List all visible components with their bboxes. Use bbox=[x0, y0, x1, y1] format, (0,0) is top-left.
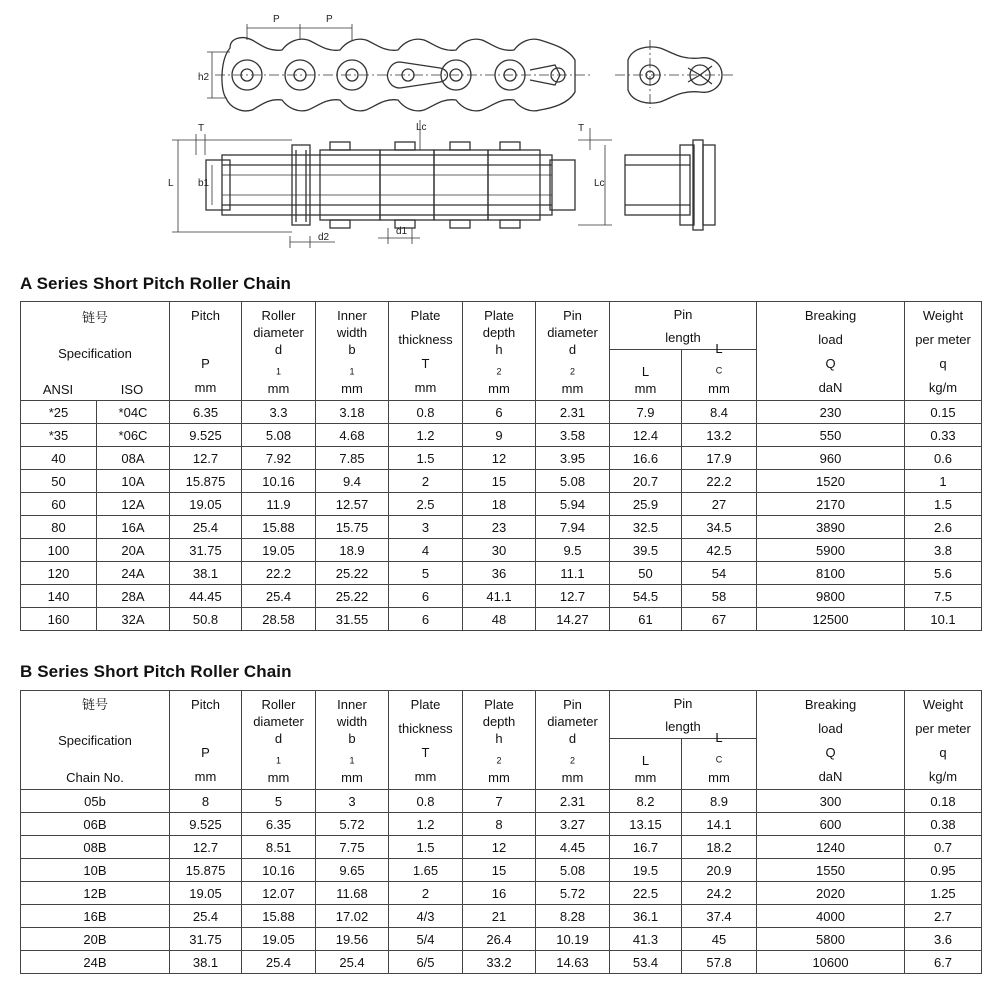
table-cell: 16.6 bbox=[610, 447, 682, 470]
b1-label: b1 bbox=[198, 178, 210, 189]
table-cell: 10600 bbox=[757, 951, 905, 974]
table-cell: 06B bbox=[21, 813, 170, 836]
table-cell: 2.31 bbox=[536, 790, 610, 813]
table-cell: 12.7 bbox=[536, 585, 610, 608]
spec-chinese-label: 链号 bbox=[81, 309, 108, 325]
table-row bbox=[21, 424, 982, 447]
table-cell: 2.7 bbox=[905, 905, 982, 928]
table-cell: 4.45 bbox=[536, 836, 610, 859]
table-cell: 5.6 bbox=[905, 562, 982, 585]
table-cell: 22.2 bbox=[242, 562, 316, 585]
table-cell: 2.6 bbox=[905, 516, 982, 539]
table-cell: 1 bbox=[905, 470, 982, 493]
table-cell: 12 bbox=[463, 447, 536, 470]
table-cell: 7.5 bbox=[905, 585, 982, 608]
table-cell: 7.9 bbox=[610, 401, 682, 424]
table-cell: 28.58 bbox=[242, 608, 316, 631]
table-cell: 11.9 bbox=[242, 493, 316, 516]
table-cell: 1.2 bbox=[389, 813, 463, 836]
table-cell: 4 bbox=[389, 539, 463, 562]
table-cell: 5.08 bbox=[536, 859, 610, 882]
table-cell: 16B bbox=[21, 905, 170, 928]
table-cell: 24.2 bbox=[682, 882, 757, 905]
table-cell: 10B bbox=[21, 859, 170, 882]
table-cell: 3.3 bbox=[242, 401, 316, 424]
table-cell: 160 bbox=[21, 608, 97, 631]
b-series-table bbox=[20, 690, 982, 974]
table-cell: 20.7 bbox=[610, 470, 682, 493]
table-cell: 10.16 bbox=[242, 470, 316, 493]
table-cell: 15.88 bbox=[242, 905, 316, 928]
table-cell: 25.22 bbox=[316, 562, 389, 585]
breaking-load-header: Breaking load Q daN bbox=[757, 302, 905, 401]
table-cell: 7 bbox=[463, 790, 536, 813]
table-cell: 16 bbox=[463, 882, 536, 905]
table-cell: 1.5 bbox=[389, 447, 463, 470]
plate-thickness-header-b: Plate thickness T mm bbox=[389, 691, 463, 790]
table-cell: 16A bbox=[97, 516, 170, 539]
table-cell: 12.07 bbox=[242, 882, 316, 905]
table-cell: 5 bbox=[389, 562, 463, 585]
table-cell: 16.7 bbox=[610, 836, 682, 859]
table-cell: 22.2 bbox=[682, 470, 757, 493]
table-cell: 12.7 bbox=[170, 447, 242, 470]
table-row bbox=[21, 470, 982, 493]
table-cell: 27 bbox=[682, 493, 757, 516]
pin-diameter-header-b: Pin diameter d $_2$ mm bbox=[536, 691, 610, 790]
table-cell: 8.2 bbox=[610, 790, 682, 813]
table-cell: 30 bbox=[463, 539, 536, 562]
table-cell: 8 bbox=[170, 790, 242, 813]
table-cell: 24B bbox=[21, 951, 170, 974]
spec-header bbox=[21, 302, 170, 401]
table-cell: *25 bbox=[21, 401, 97, 424]
pitch-header-b: Pitch P mm bbox=[170, 691, 242, 790]
table-cell: 14.63 bbox=[536, 951, 610, 974]
table-cell: 41.3 bbox=[610, 928, 682, 951]
table-cell: 05b bbox=[21, 790, 170, 813]
table-cell: 3.95 bbox=[536, 447, 610, 470]
table-cell: 25.4 bbox=[170, 516, 242, 539]
table-cell: 50 bbox=[610, 562, 682, 585]
table-cell: 6 bbox=[389, 608, 463, 631]
table-cell: 13.2 bbox=[682, 424, 757, 447]
table-cell: 2 bbox=[389, 470, 463, 493]
pitch-label-2: P bbox=[326, 14, 333, 25]
spec-chinese-label-b: 链号 bbox=[81, 696, 108, 712]
table-cell: 8.9 bbox=[682, 790, 757, 813]
table-cell: 8.28 bbox=[536, 905, 610, 928]
table-cell: 42.5 bbox=[682, 539, 757, 562]
table-row bbox=[21, 562, 982, 585]
t-label-right: T bbox=[578, 123, 585, 134]
table-row bbox=[21, 882, 982, 905]
table-cell: 8.51 bbox=[242, 836, 316, 859]
table-cell: 08B bbox=[21, 836, 170, 859]
table-cell: 2020 bbox=[757, 882, 905, 905]
pin-diameter-header: Pin diameter d $_2$ mm bbox=[536, 302, 610, 401]
spec-label: Specification bbox=[58, 346, 132, 361]
table-cell: 5.72 bbox=[316, 813, 389, 836]
table-cell: 25.4 bbox=[242, 585, 316, 608]
table-cell: 20A bbox=[97, 539, 170, 562]
table-cell: 54 bbox=[682, 562, 757, 585]
plate-depth-header-b: Plate depth h $_2$ mm bbox=[463, 691, 536, 790]
table-cell: 7.94 bbox=[536, 516, 610, 539]
table-cell: 2.5 bbox=[389, 493, 463, 516]
table-cell: 33.2 bbox=[463, 951, 536, 974]
table-cell: 7.85 bbox=[316, 447, 389, 470]
table-cell: 0.15 bbox=[905, 401, 982, 424]
b-series-title: B Series Short Pitch Roller Chain bbox=[20, 662, 292, 681]
table-cell: 19.05 bbox=[170, 493, 242, 516]
table-cell: *06C bbox=[97, 424, 170, 447]
table-cell: 39.5 bbox=[610, 539, 682, 562]
table-cell: 3.58 bbox=[536, 424, 610, 447]
table-cell: 1240 bbox=[757, 836, 905, 859]
table-cell: 22.5 bbox=[610, 882, 682, 905]
table-cell: 9 bbox=[463, 424, 536, 447]
table-cell: 9.4 bbox=[316, 470, 389, 493]
table-cell: 550 bbox=[757, 424, 905, 447]
table-row bbox=[21, 539, 982, 562]
table-cell: 2170 bbox=[757, 493, 905, 516]
table-row bbox=[21, 836, 982, 859]
table-cell: 0.8 bbox=[389, 790, 463, 813]
table-cell: 48 bbox=[463, 608, 536, 631]
iso-label: ISO bbox=[120, 381, 144, 397]
table-cell: 0.33 bbox=[905, 424, 982, 447]
table-cell: 36 bbox=[463, 562, 536, 585]
inner-width-header: Inner width b $_1$ mm bbox=[316, 302, 389, 401]
table-cell: 67 bbox=[682, 608, 757, 631]
table-cell: 32.5 bbox=[610, 516, 682, 539]
table-cell: 5.72 bbox=[536, 882, 610, 905]
table-cell: 25.4 bbox=[170, 905, 242, 928]
table-cell: 21 bbox=[463, 905, 536, 928]
table-cell: 9.525 bbox=[170, 424, 242, 447]
spec-header-b bbox=[21, 691, 170, 790]
h2-label: h2 bbox=[198, 72, 210, 83]
roller-diameter-header: Roller diameter d $_1$ mm bbox=[242, 302, 316, 401]
table-cell: 10.1 bbox=[905, 608, 982, 631]
table-cell: 23 bbox=[463, 516, 536, 539]
table-cell: 6 bbox=[463, 401, 536, 424]
table-cell: 8100 bbox=[757, 562, 905, 585]
table-cell: 19.05 bbox=[242, 539, 316, 562]
table-cell: 26.4 bbox=[463, 928, 536, 951]
table-cell: 50.8 bbox=[170, 608, 242, 631]
table-cell: 24A bbox=[97, 562, 170, 585]
table-cell: 300 bbox=[757, 790, 905, 813]
table-cell: 12 bbox=[463, 836, 536, 859]
ansi-label: ANSI bbox=[42, 381, 74, 397]
t-label-left: T bbox=[198, 123, 205, 134]
pin-l-header-b: L mm bbox=[610, 739, 682, 790]
table-cell: 5 bbox=[242, 790, 316, 813]
table-cell: 8 bbox=[463, 813, 536, 836]
table-row bbox=[21, 928, 982, 951]
table-cell: 4.68 bbox=[316, 424, 389, 447]
table-cell: 100 bbox=[21, 539, 97, 562]
table-cell: 31.75 bbox=[170, 928, 242, 951]
table-cell: 53.4 bbox=[610, 951, 682, 974]
table-cell: 19.05 bbox=[170, 882, 242, 905]
table-cell: 17.02 bbox=[316, 905, 389, 928]
plate-thickness-header: Plate thickness T mm bbox=[389, 302, 463, 401]
table-cell: 3.8 bbox=[905, 539, 982, 562]
table-cell: 14.1 bbox=[682, 813, 757, 836]
table-row bbox=[21, 859, 982, 882]
table-row bbox=[21, 516, 982, 539]
weight-header-b: Weight per meter q kg/m bbox=[905, 691, 982, 790]
inner-width-header-b: Inner width b $_1$ mm bbox=[316, 691, 389, 790]
table-cell: 6.35 bbox=[170, 401, 242, 424]
table-cell: 7.92 bbox=[242, 447, 316, 470]
l-label: L bbox=[168, 178, 174, 189]
table-cell: 0.7 bbox=[905, 836, 982, 859]
pin-lc-header-b: L $_C$ mm bbox=[682, 739, 757, 790]
table-cell: 20.9 bbox=[682, 859, 757, 882]
breaking-load-header-b: Breaking load Q daN bbox=[757, 691, 905, 790]
table-cell: 54.5 bbox=[610, 585, 682, 608]
table-cell: 60 bbox=[21, 493, 97, 516]
table-cell: *04C bbox=[97, 401, 170, 424]
table-cell: 58 bbox=[682, 585, 757, 608]
table-cell: 0.8 bbox=[389, 401, 463, 424]
table-cell: 8.4 bbox=[682, 401, 757, 424]
pitch-label-1: P bbox=[273, 14, 280, 25]
table-cell: 15.875 bbox=[170, 470, 242, 493]
table-cell: 1520 bbox=[757, 470, 905, 493]
table-row bbox=[21, 951, 982, 974]
table-cell: 57.8 bbox=[682, 951, 757, 974]
roller-diameter-header-b: Roller diameter d $_1$ mm bbox=[242, 691, 316, 790]
table-cell: 3 bbox=[316, 790, 389, 813]
table-cell: 12.57 bbox=[316, 493, 389, 516]
table-cell: 36.1 bbox=[610, 905, 682, 928]
plate-depth-header: Plate depth h $_2$ mm bbox=[463, 302, 536, 401]
table-row bbox=[21, 608, 982, 631]
table-cell: 5.94 bbox=[536, 493, 610, 516]
table-cell: 5900 bbox=[757, 539, 905, 562]
table-row bbox=[21, 585, 982, 608]
table-cell: 1.65 bbox=[389, 859, 463, 882]
table-cell: 6/5 bbox=[389, 951, 463, 974]
a-series-title: A Series Short Pitch Roller Chain bbox=[20, 274, 291, 293]
table-cell: 18.2 bbox=[682, 836, 757, 859]
table-cell: 38.1 bbox=[170, 951, 242, 974]
table-cell: 3890 bbox=[757, 516, 905, 539]
table-cell: 15 bbox=[463, 470, 536, 493]
table-row bbox=[21, 905, 982, 928]
table-cell: 15.875 bbox=[170, 859, 242, 882]
table-cell: 10.19 bbox=[536, 928, 610, 951]
table-cell: 11.68 bbox=[316, 882, 389, 905]
table-cell: 15.88 bbox=[242, 516, 316, 539]
table-cell: *35 bbox=[21, 424, 97, 447]
table-cell: 25.4 bbox=[242, 951, 316, 974]
table-cell: 45 bbox=[682, 928, 757, 951]
table-cell: 0.18 bbox=[905, 790, 982, 813]
table-cell: 12A bbox=[97, 493, 170, 516]
table-cell: 25.22 bbox=[316, 585, 389, 608]
table-cell: 0.95 bbox=[905, 859, 982, 882]
table-cell: 31.55 bbox=[316, 608, 389, 631]
table-cell: 120 bbox=[21, 562, 97, 585]
table-cell: 13.15 bbox=[610, 813, 682, 836]
table-cell: 61 bbox=[610, 608, 682, 631]
table-cell: 31.75 bbox=[170, 539, 242, 562]
d2-label: d2 bbox=[318, 232, 330, 243]
pin-length-header-b: Pin length bbox=[610, 691, 757, 739]
table-cell: 3.6 bbox=[905, 928, 982, 951]
table-cell: 1.25 bbox=[905, 882, 982, 905]
table-cell: 08A bbox=[97, 447, 170, 470]
table-cell: 15.75 bbox=[316, 516, 389, 539]
table-row bbox=[21, 790, 982, 813]
table-cell: 1550 bbox=[757, 859, 905, 882]
table-cell: 11.1 bbox=[536, 562, 610, 585]
table-cell: 0.6 bbox=[905, 447, 982, 470]
table-cell: 6 bbox=[389, 585, 463, 608]
table-cell: 2 bbox=[389, 882, 463, 905]
table-cell: 6.7 bbox=[905, 951, 982, 974]
table-cell: 12.4 bbox=[610, 424, 682, 447]
table-cell: 25.9 bbox=[610, 493, 682, 516]
table-cell: 44.45 bbox=[170, 585, 242, 608]
table-cell: 5.08 bbox=[536, 470, 610, 493]
table-cell: 1.5 bbox=[389, 836, 463, 859]
table-cell: 28A bbox=[97, 585, 170, 608]
table-cell: 1.5 bbox=[905, 493, 982, 516]
pin-lc-header: L $_C$ mm bbox=[682, 350, 757, 401]
table-cell: 20B bbox=[21, 928, 170, 951]
table-cell: 18.9 bbox=[316, 539, 389, 562]
table-cell: 19.56 bbox=[316, 928, 389, 951]
table-cell: 1.2 bbox=[389, 424, 463, 447]
table-cell: 3.18 bbox=[316, 401, 389, 424]
pin-length-header: Pin length bbox=[610, 302, 757, 350]
table-cell: 9.525 bbox=[170, 813, 242, 836]
table-cell: 5.08 bbox=[242, 424, 316, 447]
weight-header: Weight per meter q kg/m bbox=[905, 302, 982, 401]
table-cell: 34.5 bbox=[682, 516, 757, 539]
table-cell: 5800 bbox=[757, 928, 905, 951]
table-cell: 15 bbox=[463, 859, 536, 882]
table-cell: 3.27 bbox=[536, 813, 610, 836]
table-cell: 140 bbox=[21, 585, 97, 608]
table-cell: 12.7 bbox=[170, 836, 242, 859]
table-cell: 4/3 bbox=[389, 905, 463, 928]
table-cell: 600 bbox=[757, 813, 905, 836]
table-cell: 17.9 bbox=[682, 447, 757, 470]
spec-label-b: Specification bbox=[58, 733, 132, 748]
table-cell: 10.16 bbox=[242, 859, 316, 882]
table-row bbox=[21, 401, 982, 424]
table-cell: 12500 bbox=[757, 608, 905, 631]
a-series-table bbox=[20, 301, 982, 631]
table-cell: 4000 bbox=[757, 905, 905, 928]
lc-label-top: Lc bbox=[416, 122, 427, 133]
d1-label: d1 bbox=[396, 226, 408, 237]
pitch-header: Pitch P mm bbox=[170, 302, 242, 401]
roller-chain-drawing bbox=[0, 0, 1000, 260]
table-cell: 230 bbox=[757, 401, 905, 424]
table-cell: 14.27 bbox=[536, 608, 610, 631]
table-cell: 9800 bbox=[757, 585, 905, 608]
table-cell: 38.1 bbox=[170, 562, 242, 585]
table-cell: 19.5 bbox=[610, 859, 682, 882]
table-row bbox=[21, 813, 982, 836]
table-cell: 7.75 bbox=[316, 836, 389, 859]
table-row bbox=[21, 447, 982, 470]
table-cell: 19.05 bbox=[242, 928, 316, 951]
table-cell: 0.38 bbox=[905, 813, 982, 836]
table-cell: 5/4 bbox=[389, 928, 463, 951]
table-cell: 6.35 bbox=[242, 813, 316, 836]
table-cell: 37.4 bbox=[682, 905, 757, 928]
table-cell: 41.1 bbox=[463, 585, 536, 608]
b-series-rows bbox=[21, 790, 982, 974]
table-cell: 40 bbox=[21, 447, 97, 470]
chain-no-label: Chain No. bbox=[66, 769, 124, 785]
table-cell: 12B bbox=[21, 882, 170, 905]
table-cell: 25.4 bbox=[316, 951, 389, 974]
pin-l-header: L mm bbox=[610, 350, 682, 401]
table-cell: 9.65 bbox=[316, 859, 389, 882]
table-cell: 10A bbox=[97, 470, 170, 493]
table-cell: 18 bbox=[463, 493, 536, 516]
table-cell: 2.31 bbox=[536, 401, 610, 424]
a-series-rows bbox=[21, 401, 982, 631]
table-cell: 32A bbox=[97, 608, 170, 631]
table-row bbox=[21, 493, 982, 516]
lc-label-right: Lc bbox=[594, 178, 605, 189]
table-cell: 50 bbox=[21, 470, 97, 493]
table-cell: 80 bbox=[21, 516, 97, 539]
table-cell: 960 bbox=[757, 447, 905, 470]
table-cell: 9.5 bbox=[536, 539, 610, 562]
table-cell: 3 bbox=[389, 516, 463, 539]
